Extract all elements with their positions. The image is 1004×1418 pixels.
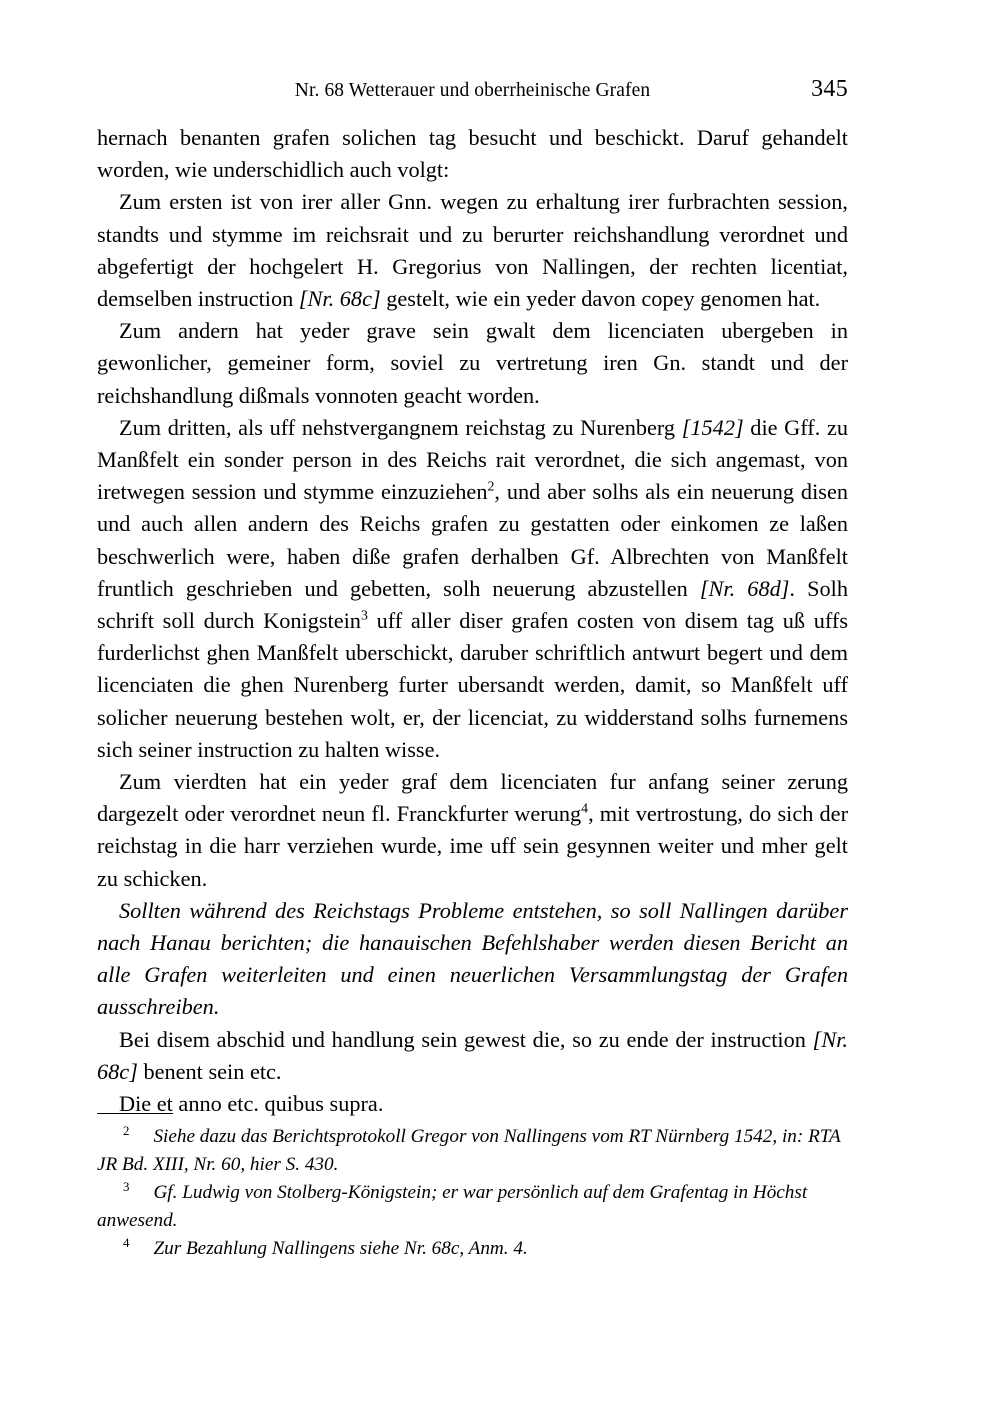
footnote-separator-rule	[97, 1113, 173, 1114]
footnote-text: Siehe dazu das Berichtsprotokoll Gregor von Nallingens vom RT Nürnberg 1542, in: RTA JR Bd. XIII, Nr. 60, hier S. 430.	[97, 1126, 841, 1175]
paragraph-text: , mit vertrostung, do sich der reichstag in die harr verziehen wurde, ime uff sein gesynnen weiter und mher gelt zu schicken.	[97, 801, 848, 891]
paragraph-text: Zum ersten ist von irer aller Gnn. wegen zu erhaltung irer furbrachten session, standts und stymme im reichsrait und zu berurter reichshandlung verordnet und abgefertigt der hochgelert H. Gregorius von Nallingen, der rechten licentiat, demselben instruction	[97, 189, 848, 312]
paragraph-regest	[97, 895, 848, 1024]
footnote-item: 3 Gf. Ludwig von Stolberg-Königstein; er war persönlich auf dem Grafentag in Höchst anwesend.	[97, 1179, 808, 1231]
footnote-ref-4[interactable]: 4	[581, 800, 589, 816]
footnote-ref-3[interactable]: 3	[360, 607, 368, 623]
page-number: 345	[811, 76, 848, 102]
paragraph-zum-ersten	[97, 186, 848, 315]
paragraph-text: gestelt, wie ein yeder davon copey genomen hat.	[380, 286, 821, 312]
editorial-reference: [Nr. 68c]	[298, 286, 381, 312]
paragraph-text: uff aller diser grafen costen von disem tag uß uffs furderlichst ghen Manßfelt uberschickt, daruber schriftlich antwurt begert und dem licenciaten die ghen Nurenberg furter ubersandt werden, damit, so Manßfelt uff solicher neuerung bestehen wolt, er, der licenciat, zu widderstand solhs furnemens sich seiner instruction zu halten wisse.	[97, 608, 848, 762]
footnote-text: Zur Bezahlung Nallingens siehe Nr. 68c, Anm. 4.	[153, 1238, 528, 1259]
footnote-text: Gf. Ludwig von Stolberg-Königstein; er war persönlich auf dem Grafentag in Höchst anwesend.	[97, 1182, 808, 1231]
editorial-reference: [1542]	[681, 414, 744, 440]
paragraph-text: hernach benanten grafen solichen tag besucht und beschickt. Daruf gehandelt worden, wie underschidlich auch volgt:	[97, 125, 848, 183]
paragraph-text: Zum dritten, als uff nehstvergangnem reichstag zu Nurenberg	[119, 414, 682, 440]
paragraph-text: Sollten während des Reichstags Probleme entstehen, so soll Nallingen darüber nach Hanau berichten; die hanauischen Befehlshaber werden diesen Bericht an alle Grafen weiterleiten und einen neuerlichen Versammlungstag der Grafen ausschreiben.	[97, 897, 848, 1020]
paragraph-text: die Gff. zu Manßfelt ein sonder person in des Reichs rait verordnet, die sich angemast, von iretwegen session und stymme einzuziehen	[97, 414, 848, 505]
paragraph-text: Zum vierdten hat ein yeder graf dem licenciaten fur anfang seiner zerung dargezelt oder verordnet neun fl. Franckfurter werung	[97, 769, 848, 827]
paragraph-text: benent sein etc.	[137, 1058, 282, 1084]
footnote-item: 4 Zur Bezahlung Nallingens siehe Nr. 68c, Anm. 4.	[123, 1235, 528, 1259]
paragraph-zum-dritten	[97, 412, 848, 766]
paragraph-text: Die et anno etc. quibus supra.	[119, 1091, 384, 1117]
paragraph-text: . Solh schrift soll durch Konigstein	[97, 575, 848, 634]
body-text	[97, 122, 848, 1120]
page-header	[97, 76, 848, 104]
paragraph-zum-andern	[97, 315, 848, 412]
paragraph-text: , und aber solhs als ein neuerung disen und auch allen andern des Reichs grafen zu gestatten oder einkomen ze laßen beschwerlich were, haben diße grafen derhalben Gf. Albrechten von Manßfelt fruntlich geschrieben und gebetten, solh neuerung abzustellen	[97, 479, 848, 601]
paragraph-bei-disem	[97, 1024, 848, 1088]
editorial-reference: [Nr. 68c]	[97, 1026, 848, 1084]
running-head-title: Nr. 68 Wetterauer und oberrheinische Grafen	[294, 80, 651, 101]
footnote-item: 2 Siehe dazu das Berichtsprotokoll Gregor von Nallingens vom RT Nürnberg 1542, in: RTA JR Bd. XIII, Nr. 60, hier S. 430.	[97, 1123, 841, 1175]
paragraph-text: Bei disem abschid und handlung sein gewest die, so zu ende der instruction	[119, 1026, 813, 1052]
footnote-apparatus	[97, 1113, 848, 1263]
paragraph-continuation	[97, 122, 848, 186]
footnote-ref-2[interactable]: 2	[487, 478, 495, 494]
editorial-reference: [Nr. 68d]	[699, 575, 790, 601]
paragraph-zum-vierdten	[97, 766, 848, 895]
paragraph-text: Zum andern hat yeder grave sein gwalt dem licenciaten ubergeben in gewonlicher, gemeiner form, soviel zu vertretung iren Gn. standt und der reichshandlung dißmals vonnoten geacht worden.	[97, 318, 848, 408]
